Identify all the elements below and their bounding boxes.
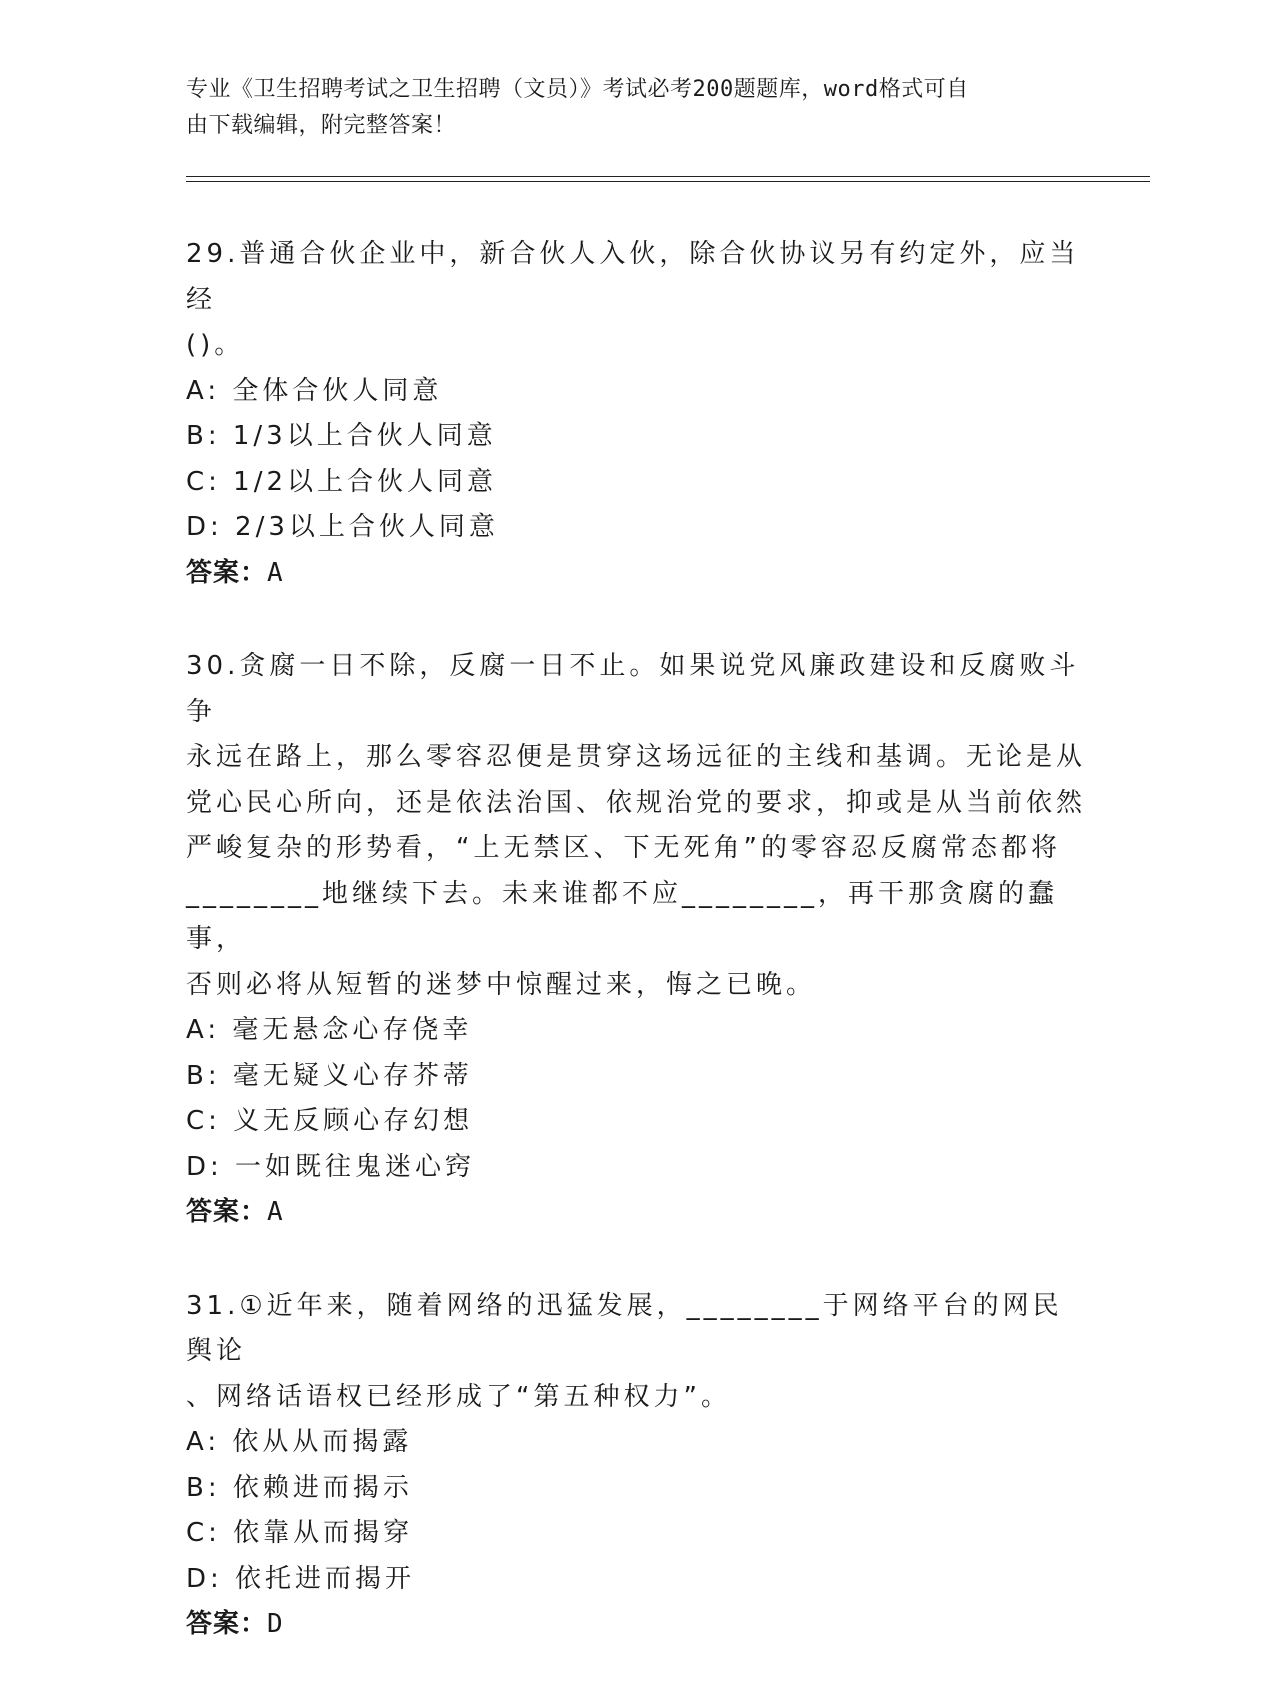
question-stem-line: 29.普通合伙企业中，新合伙人入伙，除合伙协议另有约定外，应当经 (186, 239, 1080, 315)
option-c: C: 义无反顾心存幻想 (186, 1106, 474, 1136)
question-stem-line: ()。 (186, 330, 245, 360)
question-stem-line: 30.贪腐一日不除，反腐一日不止。如果说党风廉政建设和反腐败斗争 (186, 651, 1080, 727)
option-a: A: 依从从而揭露 (186, 1427, 413, 1457)
answer-label: 答案： (186, 1197, 268, 1227)
answer-value: A (267, 557, 284, 588)
option-c: C: 依靠从而揭穿 (186, 1518, 414, 1548)
answer-label: 答案： (186, 1609, 268, 1639)
question-stem-line: 永远在路上，那么零容忍便是贯穿这场远征的主线和基调。无论是从 (186, 742, 1087, 772)
question-31 (186, 1284, 1086, 1648)
question-29 (186, 232, 1086, 596)
answer-line (186, 551, 1086, 597)
question-stem-line: ________地继续下去。未来谁都不应________，再干那贪腐的蠢事， (186, 878, 1059, 954)
answer-value: D (267, 1609, 284, 1639)
option-a: A: 毫无悬念心存侥幸 (186, 1015, 473, 1045)
option-d: D: 依托进而揭开 (186, 1563, 416, 1594)
option-a: A: 全体合伙人同意 (186, 375, 443, 406)
option-d: D: 一如既往鬼迷心窍 (186, 1151, 476, 1182)
question-stem-line: 党心民心所向，还是依法治国、依规治党的要求，抑或是从当前依然 (186, 787, 1087, 818)
question-list (186, 232, 1086, 1696)
question-stem-line: 严峻复杂的形势看，“上无禁区、下无死角”的零容忍反腐常态都将 (186, 833, 1061, 863)
option-b: B: 依赖进而揭示 (186, 1472, 413, 1503)
option-b: B: 1/3以上合伙人同意 (186, 421, 497, 451)
answer-line (186, 1190, 1086, 1236)
question-stem-line: 否则必将从短暂的迷梦中惊醒过来，悔之已晚。 (186, 969, 817, 1000)
document-header (186, 72, 1066, 144)
answer-value: A (267, 1197, 284, 1227)
option-d: D: 2/3以上合伙人同意 (186, 512, 499, 542)
header-line-2: 由下载编辑，附完整答案！ (186, 113, 457, 138)
header-line-1: 专业《卫生招聘考试之卫生招聘（文员）》考试必考200题题库，word格式可自 (186, 77, 969, 102)
option-c: C: 1/2以上合伙人同意 (186, 466, 498, 497)
answer-label: 答案： (186, 557, 268, 588)
question-30 (186, 644, 1086, 1236)
header-divider-bottom (186, 181, 1150, 182)
question-stem-line: 、网络话语权已经形成了“第五种权力”。 (186, 1381, 731, 1412)
header-divider-top (186, 176, 1150, 177)
question-stem-line: 31.①近年来，随着网络的迅猛发展，________于网络平台的网民舆论 (186, 1290, 1063, 1366)
option-b: B: 毫无疑义心存芥蒂 (186, 1060, 473, 1091)
answer-line (186, 1602, 1086, 1648)
